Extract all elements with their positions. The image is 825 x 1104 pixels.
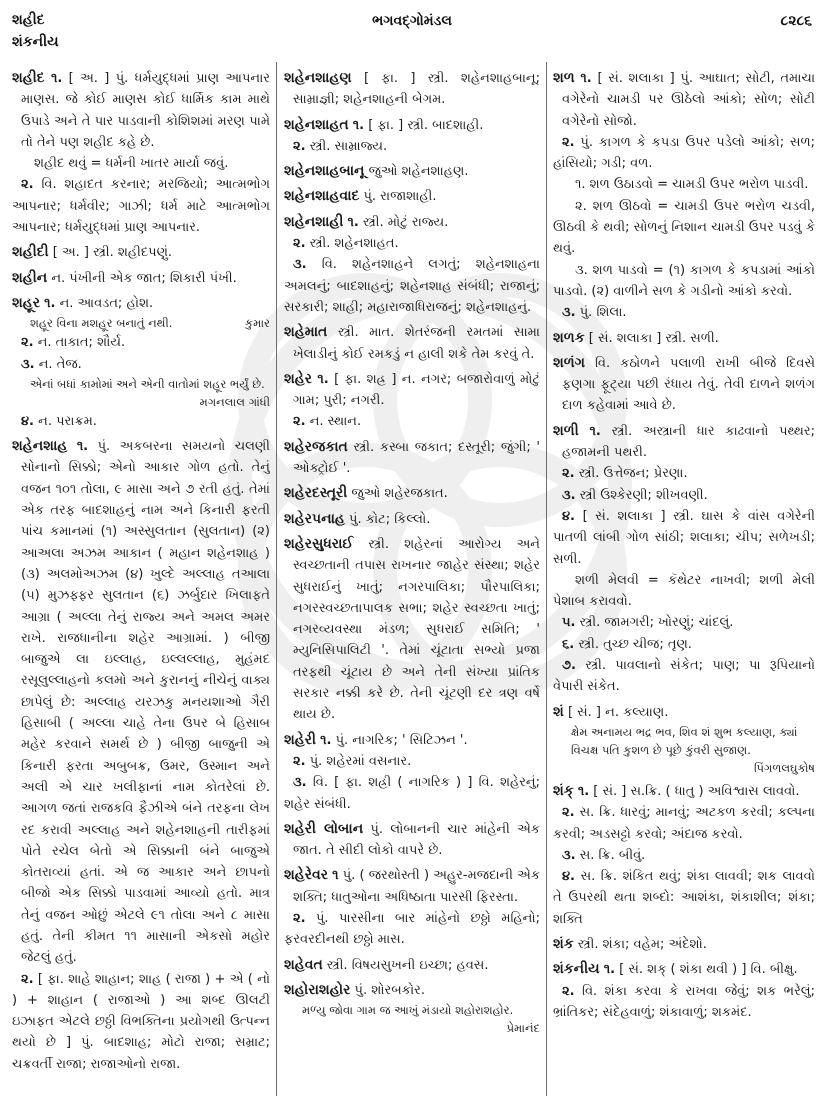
definition: સ્ત્રી. ઉત્તેજન; પ્રેરણા. — [578, 466, 688, 482]
sense-number: ૧. — [580, 71, 592, 86]
definition: [ સં. શલાકા ] સ્ત્રી. સળી. — [588, 330, 719, 346]
quote-source: પિંગળલઘુકોષ — [753, 760, 815, 775]
dictionary-entry — [284, 322, 540, 365]
sense — [553, 802, 815, 845]
sense-number: ૨. — [562, 983, 575, 999]
guide-word-last: શંકનીય — [12, 34, 59, 50]
usage-quote — [12, 314, 270, 332]
dictionary-entry — [284, 819, 540, 862]
sense-number: ૭. — [562, 658, 576, 674]
quote-text: મળ્યુ જોવા ગામ જ આખું મંડાયો શહોરાશહોર. — [302, 1003, 514, 1018]
sense — [12, 354, 270, 375]
dictionary-entry — [284, 483, 540, 504]
definition: સ્ત્રી ઉશ્કેરણી; શીખવણી. — [579, 487, 708, 503]
sense-number: ૨. — [562, 805, 575, 821]
sense — [12, 969, 270, 1075]
headword: શંક્ — [553, 782, 574, 799]
headword: શહેર — [284, 370, 312, 387]
sense-number: ૩. — [293, 257, 307, 273]
sense-number: ૪. — [562, 869, 575, 885]
definition: જુઓ શહેનશાહણ. — [368, 164, 469, 180]
headword: શહૂર — [12, 294, 40, 311]
dictionary-entry — [12, 68, 270, 153]
page-number: ૮૨૮૬ — [780, 13, 812, 29]
dictionary-entry — [12, 242, 270, 263]
sense-number: ૧. — [50, 71, 63, 86]
phrase-text: ૧. શળ ઉઠાડવો = ચામડી ઉપર ભરોળ પાડવી. — [575, 177, 809, 193]
definition: સ્ત્રી. પાવલાનો સંકેત; પાણ; પા રૂપિયાનો વેપારી સંકેત. — [553, 658, 815, 695]
sense-number: ૩. — [562, 847, 576, 863]
definition: પું. કાગળ કે કપડા ઉપર પડેલો આંકો; સળ; હાંસિયો; ગડી; વળ. — [553, 134, 815, 172]
quote-text: શહૂર વિના મશહૂર બનાતું નથી. — [30, 316, 173, 331]
definition: વિ. કઠોળને પલાળી રાખી બીજે દિવસે ફણગા ફૂટ્યા પછી રંધાય તેવું. તેવી દાળને શળંગ દાળ કહેવામાં આવે છે. — [562, 355, 815, 414]
definition: પું. પારસીના બાર માંહેનો છઠ્ઠો મહિનો; ફરવરદીનથી છઠ્ઠો માસ. — [284, 910, 540, 948]
dictionary-entry — [284, 161, 540, 182]
sense-number: ૨. — [293, 236, 306, 252]
sense — [553, 634, 815, 655]
definition: સ્ત્રી. કસ્બા જકાત; દસ્તૂરી; જુંગી; ' ઓક્ટ્રોઈ '. — [293, 439, 540, 477]
sense — [553, 302, 815, 323]
headword: શહેનશાહ — [12, 438, 68, 455]
sense-number: ૧. — [577, 783, 590, 799]
dictionary-entry — [553, 934, 815, 955]
dictionary-entry — [553, 421, 815, 464]
quote-source: પ્રેમાનંદ — [506, 1021, 540, 1036]
headword: શહેનશાહબાનૂ — [284, 163, 365, 180]
definition: [ સં. ] સ.ક્રિ. ( ધાતુ ) અવિશ્વાસ લાવવો. — [593, 783, 800, 799]
definition: [ સં. શક્ ( શંકા થવી ) ] વિ. બીક્ષુ. — [619, 962, 798, 978]
headword: શહીન — [12, 269, 48, 286]
headword: શંક — [553, 935, 574, 952]
definition: પું. કોટ; કિલ્લો. — [349, 511, 431, 527]
column-3 — [553, 64, 815, 1100]
sense-number: ૧. — [352, 117, 365, 133]
guide-word-first: શહીદ — [12, 12, 45, 28]
sense — [553, 655, 815, 698]
definition: ન. સ્થાન. — [309, 414, 362, 430]
dictionary-entry — [553, 328, 815, 349]
quote-text: ક્ષેમ અનામય ભદ્ર ભવ, શિવ શં શુભ કલ્યાણ, ક્યાં વિચક્ષ પતિ કુશળ છે પૂછે કુંવરી સુજાણ. — [571, 724, 798, 757]
definition: [ સં. ] ન. કલ્યાણ. — [567, 704, 669, 720]
sense-number: ૨. — [293, 910, 306, 926]
definition: ન. આવડત; હોશ. — [59, 295, 154, 311]
sense — [284, 772, 540, 815]
headword: શહેરજકાત — [284, 438, 348, 455]
phrase-text: શહીદ થવું = ધર્મની ખાતર માર્યા જવું. — [34, 156, 229, 172]
definition: સ્ત્રી. શંકા; વહેમ; અંદેશો. — [577, 936, 707, 952]
sense — [553, 463, 815, 484]
dictionary-entry — [284, 369, 540, 412]
sense — [553, 132, 815, 175]
headword: શહેનશાહવાદ — [284, 188, 360, 205]
definition: [ ફા. ] સ્ત્રી. બાદશાહી. — [368, 117, 484, 133]
sense-number: ૧. — [589, 423, 601, 439]
definition: પું. રાજાશાહી. — [363, 189, 437, 205]
definition: વિ. [ ફા. શહ્રી ( નાગરિક ) ] વિ. શહેરનું; શહેર સંબંધી. — [284, 775, 540, 812]
idiom-phrase — [553, 260, 815, 303]
headword: શળંગ — [553, 354, 585, 371]
definition: [ અ. ] સ્ત્રી. શહીદપણું. — [52, 245, 173, 261]
sense — [553, 485, 815, 506]
quote-source: મગનલાલ ગાંધી — [199, 394, 270, 409]
sense — [284, 411, 540, 432]
definition: વિ. શંકા કરવા કે રાખવા જેવું; શક ભરેલું; ભ્રાંતિકર; સંદેહવાળું; શંકાવાળું; શકમંદ. — [553, 983, 815, 1020]
sense-number: ૩. — [562, 305, 576, 321]
dictionary-entry — [284, 509, 540, 530]
headword: શહેનશાહત — [284, 116, 349, 133]
headword: શહીદ — [12, 70, 45, 86]
dictionary-entry — [284, 955, 540, 976]
sense — [284, 136, 540, 157]
dictionary-entry — [12, 293, 270, 314]
sense-number: ૩. — [21, 356, 35, 372]
column-divider — [546, 62, 547, 1096]
column-divider — [276, 62, 277, 1096]
definition: ન. પંખીની એક જાત; શિકારી પંખી. — [51, 270, 237, 286]
sense — [284, 751, 540, 772]
definition: વિ. શહેનશાહને લગતું; શહેનશાહના અમલનું; બાદશાહનું; શહેનશાહ સંબંધી; રાજાનું; સરકારી; શાહી; મહારાજાધિરાજનું; શહેનશાહનું. — [284, 257, 540, 315]
headword: શં — [553, 703, 564, 720]
sense-number: ૨. — [562, 134, 575, 150]
dictionary-entry — [284, 730, 540, 751]
definition: [ સં. શલાકા ] પું. આઘાત; સોટી, તમાચા વગેરેનો ચામડી પર ઊઠેલો આંકો; સોળ; સોટી વગેરેનો સોજો. — [562, 71, 815, 129]
sense — [12, 332, 270, 353]
headword: શહોરાશહોર — [284, 981, 351, 998]
headword: શહેમાત — [284, 324, 328, 341]
dictionary-entry — [553, 68, 815, 132]
sense — [553, 866, 815, 930]
definition: [ ફા. ] સ્ત્રી. શહેનશાહબાનૂ; સામ્રાજ્ઞી; શહેનશાહની બેગમ. — [293, 71, 540, 108]
definition: સ્ત્રી. અસ્ત્રાની ધાર કાઢવાનો પથ્થર; હજામની પથરી. — [562, 423, 815, 461]
dictionary-entry — [553, 781, 815, 802]
dictionary-entry — [284, 68, 540, 111]
definition: સ્ત્રી. શહેરનાં આરોગ્ય અને સ્વચ્છતાની તપાસ રાખનાર જાહેર સંસ્થા; શહેર સુધરાઈનું ખાતું; નગરપાલિકા; પૌરપાલિકા; નગરસ્વચ્છતાપાલક સભા; શહેર સ્વચ્છતા ખાતું; નગરવ્યવસ્થા મંડળ; સુધરાઈ સમિતિ; ' મ્યુનિસિપાલિટી '. તેમાં ચૂંટાતા સભ્યો પ્રજા તરફથી ચૂંટાય છે અને તેની સંખ્યા પ્રાંતિક સરકાર નક્કી કરે છે. તેની ચૂંટણી દર ત્રણ વર્ષે થાય છે. — [293, 536, 540, 723]
idiom-phrase — [553, 570, 815, 613]
phrase-text: ૨. શળ ઊઠવો = ચામડી ઉપર ભરોળ ચડવી, ઊઠવી કે થવી; સોળનું નિશાન ચામડી ઉપર પડવું કે થવું. — [553, 198, 815, 257]
dictionary-entry — [284, 437, 540, 480]
sense — [553, 845, 815, 866]
quote-source: કુમાર — [244, 316, 270, 331]
sense-number: ૧. — [347, 214, 359, 230]
dictionary-entry — [284, 534, 540, 726]
idiom-phrase — [553, 174, 815, 195]
dictionary-entry — [553, 959, 815, 980]
dictionary-entry — [553, 702, 815, 723]
sense-number: ૧ — [332, 868, 339, 884]
definition: જુઓ શહેરજકાત. — [351, 486, 448, 502]
definition: [ ફા. શહ્ર ] ન. નગર; બજારોવાળું મોટું ગામ; પુરી; નગરી. — [293, 371, 540, 409]
sense-number: ૩. — [293, 775, 307, 791]
sense — [284, 908, 540, 951]
sense-number: ૨. — [21, 177, 34, 193]
sense-number: ૧. — [76, 439, 89, 455]
column-2 — [284, 64, 540, 1100]
sense-number: ૨. — [562, 466, 575, 482]
headword: શહેરપનાહ — [284, 510, 345, 527]
definition: પું. શિલા. — [579, 305, 627, 321]
sense-number: ૨. — [293, 753, 306, 769]
sense-number: ૧. — [44, 295, 56, 311]
sense — [553, 612, 815, 633]
quote-text: એનાં બધાં કામોમાં અને એની વાતોમાં શહૂર ભર્યું છે. — [30, 376, 265, 391]
dictionary-entry — [553, 353, 815, 417]
sense — [284, 254, 540, 318]
headword: શહેરી — [284, 731, 316, 748]
sense — [284, 233, 540, 254]
sense-number: ૨. — [21, 971, 34, 987]
headword: શહીદી — [12, 244, 49, 261]
sense-number: ૪. — [21, 413, 34, 429]
headword: શહેનશાહણ — [284, 70, 352, 86]
definition: ન. તાકાત; શૌર્ય. — [37, 335, 126, 351]
headword: શહેરદસ્તૂરી — [284, 485, 348, 502]
definition: સ્ત્રી. જામગરી; ખોરણું; ચાંદલું. — [579, 615, 734, 631]
definition: સ્ત્રી. મોટું રાજ્ય. — [362, 214, 449, 230]
definition: સ્ત્રી. સામ્રાજ્ય. — [309, 138, 388, 154]
sense-number: ૧. — [320, 732, 332, 748]
sense — [12, 174, 270, 238]
definition: સ્ત્રી. માત. શેતરંજની રમતમાં સામા ખેલાડીનું કોઈ રમકડું ન હાલી શકે તેમ કરવું તે. — [293, 325, 540, 362]
sense — [553, 506, 815, 570]
definition: સ. ક્રિ. ધારવું; માનવું; અટકળ કરવી; કલ્પના કરવી; અડસટ્ટો કરવો; અંદાજ કરવો. — [553, 805, 815, 842]
dictionary-entry — [284, 980, 540, 1001]
headword: શહેરી લોબાન — [284, 820, 364, 837]
headword: શંકનીય — [553, 961, 600, 978]
definition: [ ફા. શાહે શાહાન; શાહ ( રાજા ) + એ ( નો ) + શાહાન ( રાજાઓ ) આ શબ્દ ઊલટી ઇઝાફત એટલે છઠ્ઠી વિભક્તિના પ્રયોગથી ઉત્પન્ન થયો છે ] પું. બાદશાહ; મોટો રાજા; સમ્રાટ; ચક્રવર્તી રાજા; રાજાઓનો રાજા. — [12, 971, 270, 1072]
sense-number: ૨. — [293, 414, 306, 430]
headword: શહેરસુધરાઈ — [284, 535, 354, 552]
headword: શળી — [553, 422, 579, 439]
usage-quote — [12, 375, 270, 411]
dictionary-entry — [12, 436, 270, 968]
phrase-text: ૩. શળ પાડવો = (૧) કાગળ કે કપડામાં આંકો પાડવો. (૨) વાળીને સળ કે ગડીનો આંકો કરવો. — [553, 262, 815, 299]
dictionary-entry — [12, 268, 270, 289]
dictionary-entry — [284, 865, 540, 908]
sense-number: ૨. — [21, 335, 34, 351]
headword: શહેવત — [284, 956, 323, 973]
definition: ન. તેજ. — [38, 356, 82, 372]
headword: શહેનશાહી — [284, 213, 344, 230]
headword: શહેરેવર — [284, 867, 328, 884]
idiom-phrase — [553, 196, 815, 260]
definition: પું. અકબરના સમયનો ચલણી સોનાનો સિક્કો; એનો આકાર ગોળ હતો. તેનું વજન ૧૦૧ તોલા, ૯ માસા અને ૭ રતી હતું. તેમાં એક તરફ બાદશાહનું નામ અને કિનારી ફરતી પાંચ કમાનમાં (૧) અસ્સુલતાન (સુલતાન) (૨) આઅલા અઝમ આકાન ( મહાન શહેનશાહ ) (૩) અલમોઅઝમ (૪) ખુલ્દે અલ્લાહ તઆલા (૫) મુઝફ્ફર સુલતાન (૬) ઝર્બુદાર ખિલાફતે આગ્રા ( અલ્લા તેનું રાજ્ય અને અમલ અમર રાખે. રાજધાનીના શહેર આગ્રામાં. ) બીજી બાજુએ લા ઇલ્લાહ, ઇલ્લલ્લાહ, મુહંમદ રસૂલુલ્લાહનો કલમો અને કુરાનનું નીચેનું વાક્ય છાપેલું છે: અલ્લાહ યરઝકુ મનયશાઓ ગૈરી હિસાબી ( અલ્લા ચાહે તેના ઉપર બે હિસાબ મહેર કરવાને સમર્થ છે ) બીજી બાજુની એ કિનારી ફરતા અબુબક્ર, ઉમર, ઉસ્માન અને અલી એ ચાર ખલીફાનાં નામ કોતરેલાં છે. આગળ જતાં રાજકવિ ફૈઝીએ બંને તરફના લેખ રદ કરાવી અલ્લાહ અને શહેનશાહની તારીફમાં પોતે રચેલ બેતો એ સિક્કાની બંને બાજુએ કોતરાવ્યાં હતાં. એ જ આકાર અને છાપનો બીજો એક સિક્કો પાડવામાં આવ્યો હતો. માત્ર તેનું વજન ઓછું એટલે ૯૧ તોલા અને ૮ માસા હતું. તેની કીમત ૧૧ માસાની એકસો મહોર જેટલું હતું. — [21, 439, 270, 966]
sense — [12, 411, 270, 432]
sense-number: ૫. — [562, 615, 576, 631]
definition: સ. ક્રિ. બીવું. — [579, 847, 646, 863]
definition: ન. પરાક્રમ. — [38, 413, 97, 429]
definition: સ. ક્રિ. શંકિત થવું; શંકા લાવવી; શક લાવવો તે ઉપરથી થતા શબ્દો: આશંકા, શંકાશીલ; શંકા; શક્તિ — [553, 869, 815, 927]
page-title: ભગવદ્ગોમંડલ — [372, 13, 452, 29]
sense-number: ૪. — [562, 508, 575, 524]
sense — [553, 981, 815, 1024]
usage-quote — [284, 1001, 540, 1037]
definition: [ અ. ] પું. ધર્મયુદ્ધમાં પ્રાણ આપનાર માણસ. જે કોઈ માણસ કોઈ ધાર્મિક કામ માથે ઉપાડે અને તે પાર પાડવાની કોશિશમાં મરણ પામે તો તેને પણ શહીદ કહે છે. — [21, 71, 270, 150]
definition: પું. ( જરથોસ્તી ) અહુર-મજદાની એક શક્તિ; ધાતુઓના અધિષ્ઠાતા પારસી ફિરસ્તા. — [293, 868, 540, 905]
headword: શળ — [553, 70, 575, 86]
definition: પું. શહેરમાં વસનાર. — [309, 753, 412, 769]
definition: [ સં. શલાકા ] સ્ત્રી. ઘાસ કે વાંસ વગેરેની પાતળી લાંબી ગોળ સાંઠી; શલાકા; ચીપ; સળેખડી; સળી. — [553, 508, 815, 567]
definition: પું. શોરબકોર. — [354, 982, 425, 998]
definition: વિ. શહાદત કરનાર; મરજિયો; આત્મભોગ આપનાર; ધર્મવીર; ગાઝી; ધર્મ માટે આત્મભોગ આપનાર; ધર્મયુદ્ધમાં પ્રાણ આપનાર. — [12, 177, 270, 236]
definition: પું. લોબાનની ચાર માંહેની એક જાત. તે સીદી લોકો વાપરે છે. — [293, 821, 540, 859]
idiom-phrase — [12, 153, 270, 174]
sense-number: ૩. — [562, 487, 576, 503]
usage-quote — [553, 723, 815, 777]
definition: સ્ત્રી. વિષયસુખની ઇચ્છા; હવસ. — [326, 957, 489, 973]
dictionary-entry — [284, 186, 540, 207]
headword: શળક — [553, 329, 585, 346]
sense-number: ૬. — [562, 636, 575, 652]
definition: સ્ત્રી. શહેનશાહત. — [309, 236, 399, 252]
column-1 — [12, 64, 270, 1100]
definition: સ્ત્રી. તુચ્છ ચીજ; તૃણ. — [578, 636, 692, 652]
dictionary-entry — [284, 115, 540, 136]
sense-number: ૧. — [317, 371, 329, 387]
dictionary-entry — [284, 212, 540, 233]
sense-number: ૧. — [603, 962, 616, 978]
sense-number: ૨. — [293, 138, 306, 154]
phrase-text: શળી મેલવી = કૅથેટર નાખવી; શળી મેલી પેશાબ કરાવવો. — [553, 572, 815, 610]
definition: પું. નાગરિક; ' સિટિઝન '. — [335, 732, 468, 748]
